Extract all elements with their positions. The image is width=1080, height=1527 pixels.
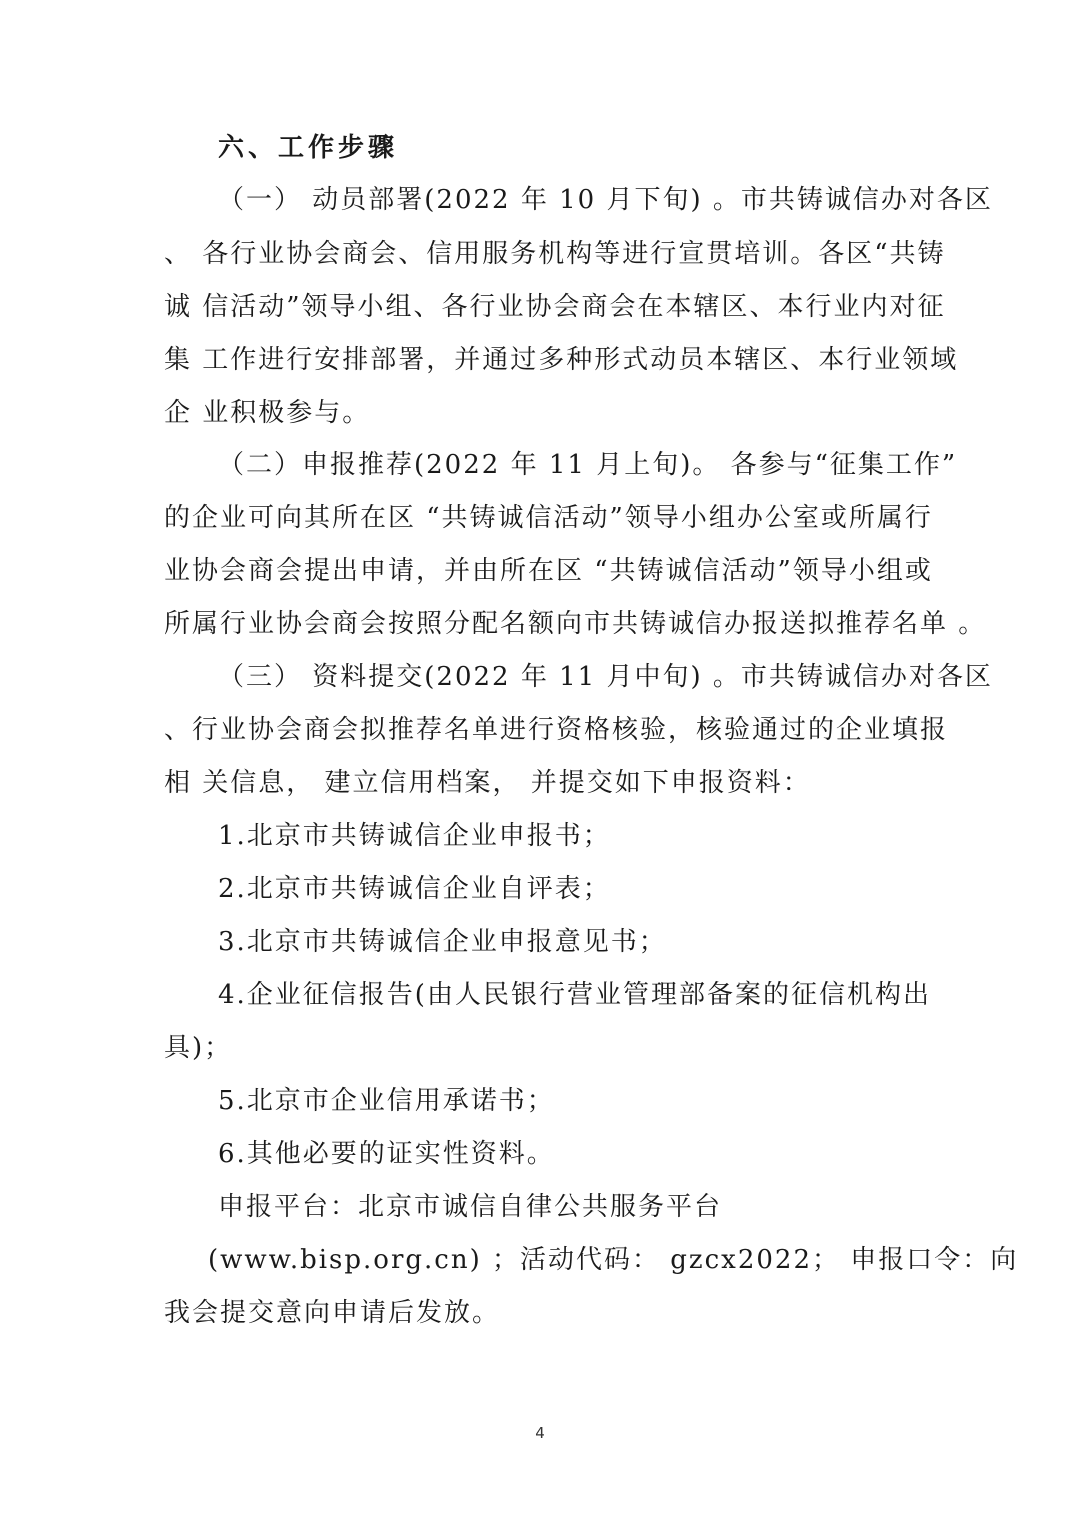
paragraph-line: 、行业协会商会拟推荐名单进行资格核验，核验通过的企业填报	[164, 715, 949, 745]
paragraph-line: 集 工作进行安排部署，并通过多种形式动员本辖区、本行业领域	[164, 345, 959, 375]
paragraph-line: （三） 资料提交(2022 年 11 月中旬) 。市共铸诚信办对各区	[218, 662, 993, 692]
paragraph-line: 诚 信活动”领导小组、各行业协会商会在本辖区、本行业内对征	[164, 292, 946, 322]
paragraph-line: (www.bisp.org.cn) ；活动代码： gzcx2022； 申报口令：向	[208, 1245, 1019, 1275]
paragraph-line: （二）申报推荐(2022 年 11 月上旬)。 各参与“征集工作”	[218, 450, 958, 480]
paragraph-line: 申报平台：北京市诚信自律公共服务平台	[218, 1192, 723, 1222]
paragraph-line: 我会提交意向申请后发放。	[164, 1298, 501, 1328]
list-item: 5.北京市企业信用承诺书；	[218, 1086, 555, 1116]
paragraph-line: 企 业积极参与。	[164, 398, 371, 428]
list-item-continuation: 具)；	[164, 1033, 233, 1063]
list-item: 2.北京市共铸诚信企业自评表；	[218, 874, 611, 904]
paragraph-line: 、 各行业协会商会、信用服务机构等进行宣贯培训。各区“共铸	[164, 239, 946, 269]
list-item: 1.北京市共铸诚信企业申报书；	[218, 821, 611, 851]
paragraph-line: （一） 动员部署(2022 年 10 月下旬) 。市共铸诚信办对各区	[218, 185, 993, 215]
section-heading: 六、工作步骤	[218, 133, 399, 163]
list-item: 4.企业征信报告(由人民银行营业管理部备案的征信机构出	[218, 980, 931, 1010]
paragraph-line: 的企业可向其所在区 “共铸诚信活动”领导小组办公室或所属行	[164, 503, 933, 533]
page-number: 4	[535, 1424, 545, 1442]
paragraph-line: 相 关信息， 建立信用档案， 并提交如下申报资料：	[164, 768, 811, 798]
paragraph-line: 业协会商会提出申请，并由所在区 “共铸诚信活动”领导小组或	[164, 556, 933, 586]
list-item: 3.北京市共铸诚信企业申报意见书；	[218, 927, 667, 957]
paragraph-line: 所属行业协会商会按照分配名额向市共铸诚信办报送拟推荐名单 。	[164, 609, 987, 639]
list-item: 6.其他必要的证实性资料。	[218, 1139, 555, 1169]
